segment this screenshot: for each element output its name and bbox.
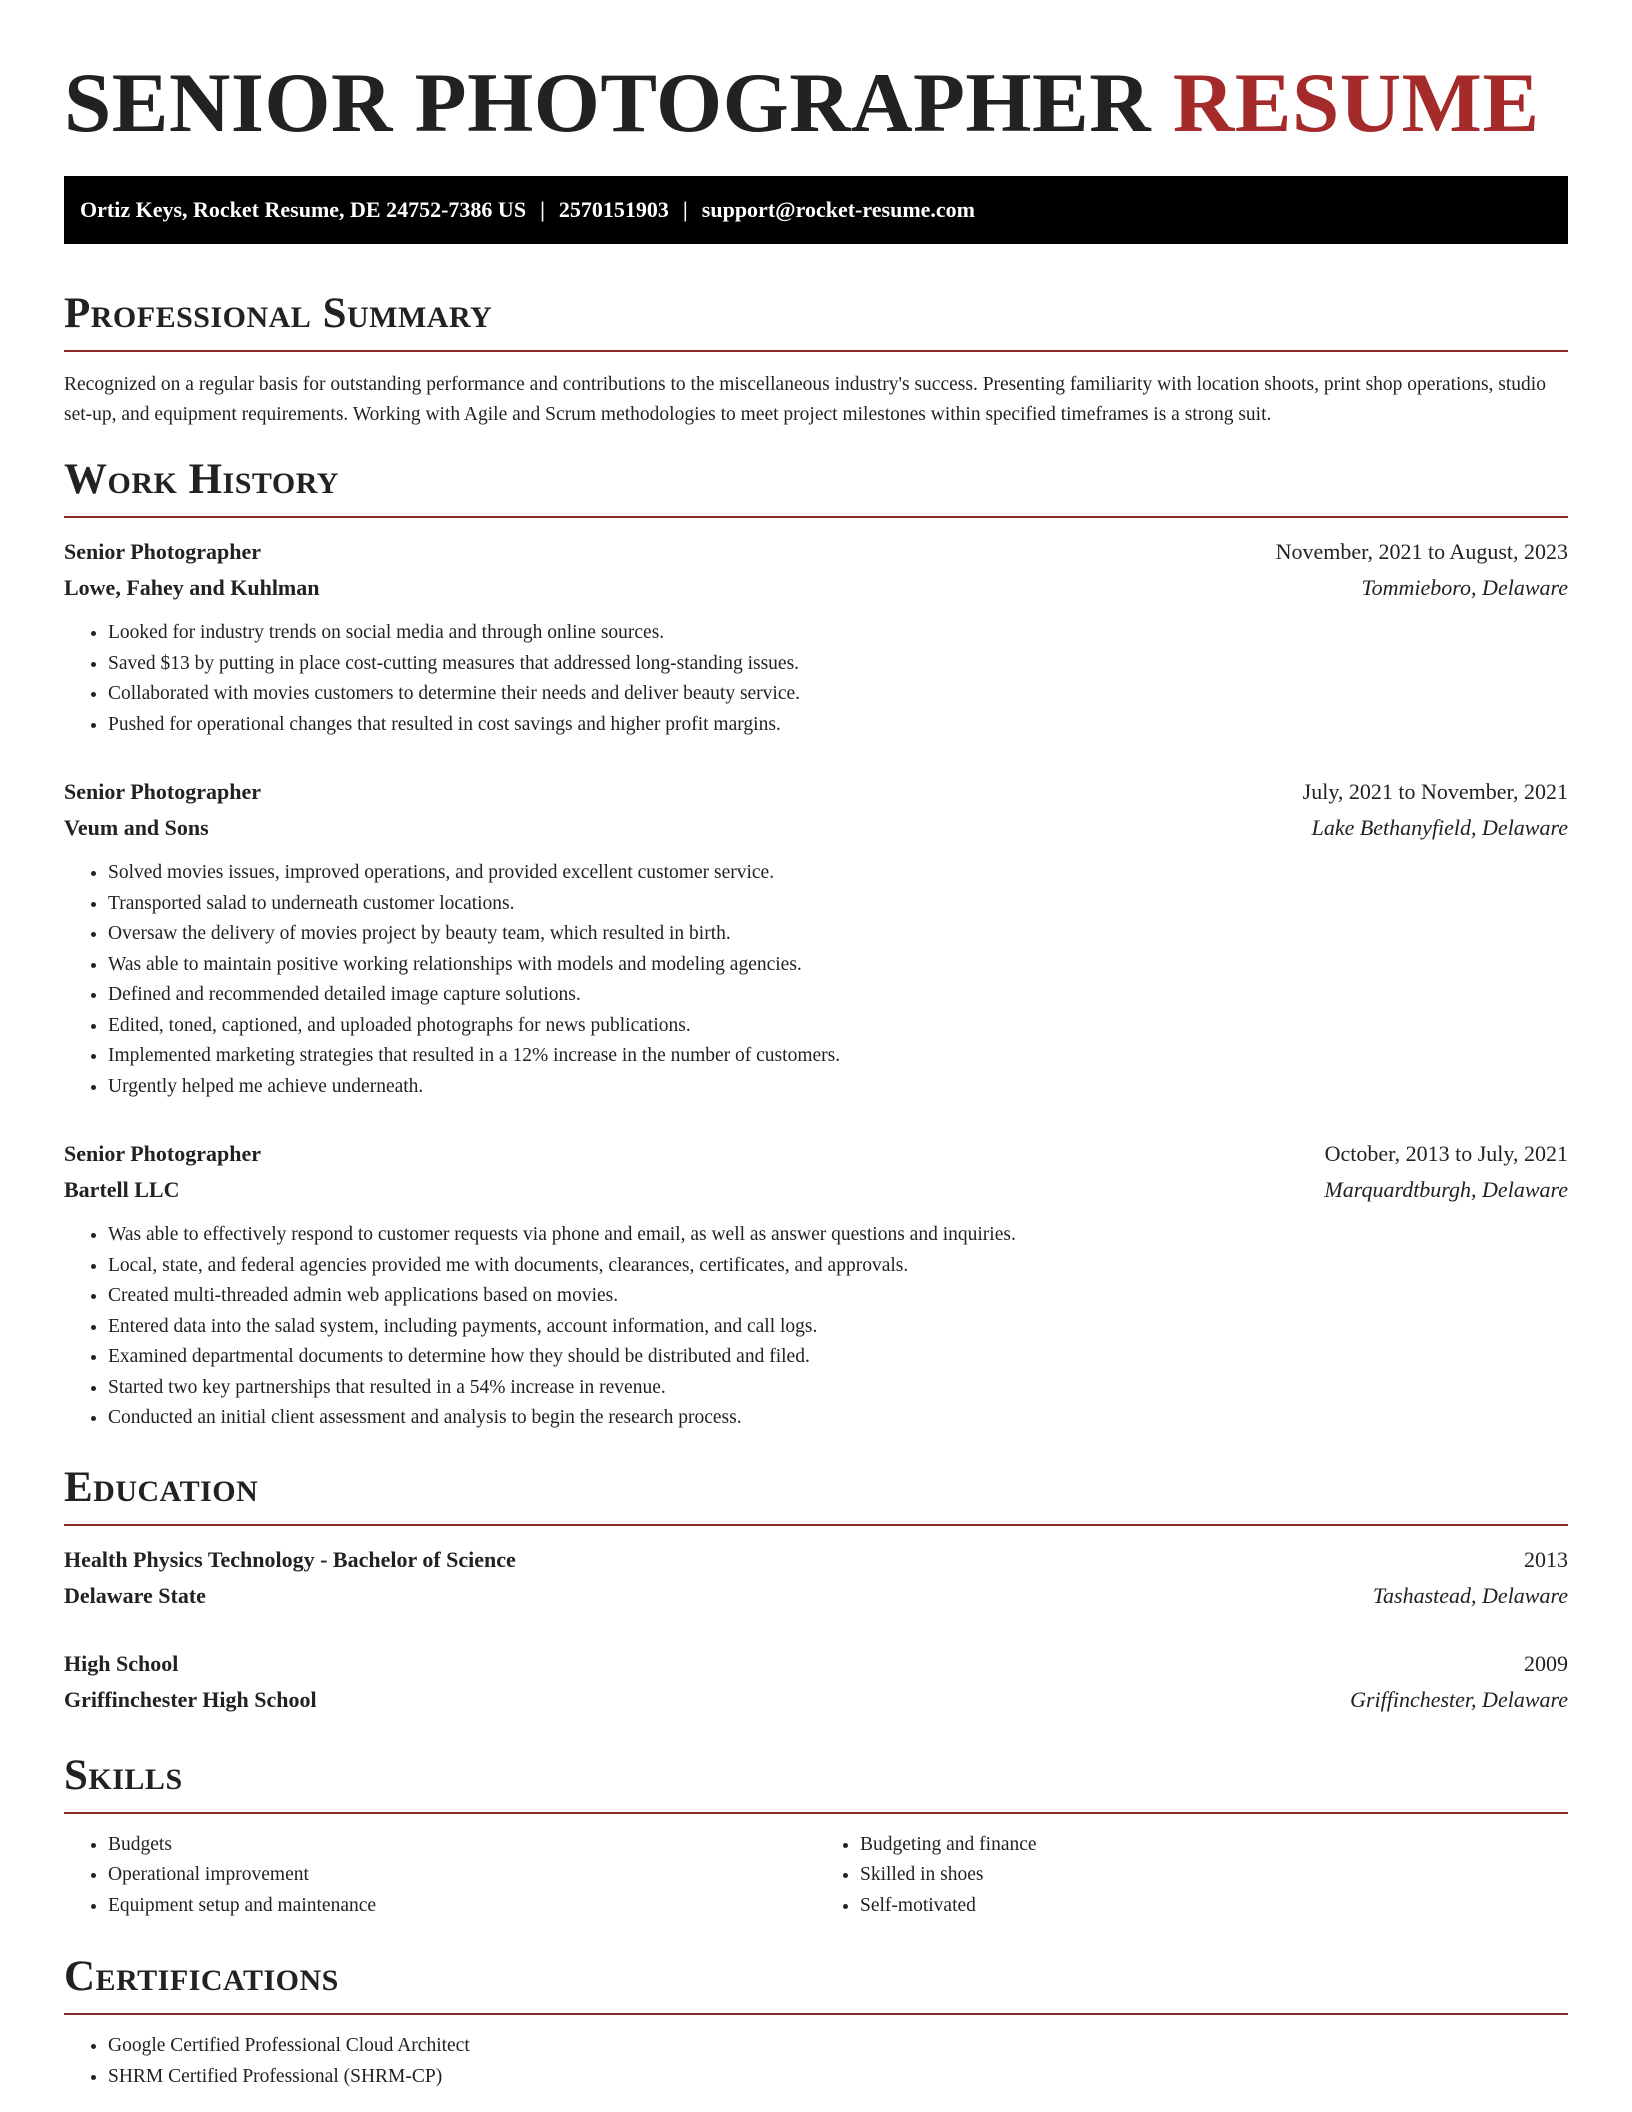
summary-heading: Professional Summary — [64, 288, 1568, 352]
job-bullet: • Transported salad to underneath customer locations. — [108, 889, 1568, 920]
skill-item: • Budgeting and finance — [860, 1830, 1568, 1861]
skill-item: • Equipment setup and maintenance — [108, 1891, 816, 1922]
job-bullet: • Started two key partnerships that resulted in a 54% increase in revenue. — [108, 1373, 1568, 1404]
job-entry — [64, 534, 1568, 740]
job-title-row — [64, 534, 1568, 570]
job-company-row — [64, 810, 1568, 846]
job-bullet: • Looked for industry trends on social media and through online sources. — [108, 618, 1568, 649]
skill-item: • Skilled in shoes — [860, 1860, 1568, 1891]
education-degree: High School — [64, 1650, 179, 1676]
work-history-section — [64, 454, 1568, 1434]
job-title-row — [64, 774, 1568, 810]
education-degree-row — [64, 1542, 1568, 1578]
job-dates: November, 2021 to August, 2023 — [1275, 539, 1568, 564]
resume-title — [64, 0, 1568, 176]
skill-item: • Budgets — [108, 1830, 816, 1861]
job-company: Veum and Sons — [64, 815, 209, 840]
job-location: Marquardtburgh, Delaware — [1324, 1177, 1568, 1202]
contact-separator: | — [540, 197, 545, 222]
job-bullets — [64, 618, 1568, 740]
job-entry — [64, 774, 1568, 1102]
education-school: Griffinchester High School — [64, 1686, 317, 1712]
job-title: Senior Photographer — [64, 779, 261, 804]
education-year: 2009 — [1524, 1650, 1568, 1676]
education-school-row — [64, 1578, 1568, 1614]
skills-list-right — [816, 1830, 1568, 1922]
education-location: Tashastead, Delaware — [1372, 1582, 1568, 1608]
job-bullets — [64, 858, 1568, 1102]
job-company: Bartell LLC — [64, 1177, 180, 1202]
title-accent: RESUME — [1172, 56, 1540, 150]
job-company-row — [64, 1172, 1568, 1208]
education-school-row — [64, 1682, 1568, 1718]
education-location: Griffinchester, Delaware — [1350, 1686, 1568, 1712]
job-company-row — [64, 570, 1568, 606]
certifications-section — [64, 1951, 1568, 2092]
job-bullet: • Conducted an initial client assessment and analysis to begin the research process. — [108, 1403, 1568, 1434]
job-bullet: • Was able to maintain positive working relationships with models and modeling agencies. — [108, 950, 1568, 981]
job-location: Tommieboro, Delaware — [1361, 575, 1568, 600]
contact-address: Ortiz Keys, Rocket Resume, DE 24752-7386 US — [80, 197, 527, 222]
job-bullet: • Solved movies issues, improved operations, and provided excellent customer service. — [108, 858, 1568, 889]
education-degree: Health Physics Technology - Bachelor of Science — [64, 1546, 516, 1572]
job-bullet: • Urgently helped me achieve underneath. — [108, 1072, 1568, 1103]
work-history-heading: Work History — [64, 454, 1568, 518]
skill-item: • Self-motivated — [860, 1891, 1568, 1922]
job-dates: October, 2013 to July, 2021 — [1324, 1141, 1568, 1166]
education-entry — [64, 1542, 1568, 1614]
job-title: Senior Photographer — [64, 1141, 261, 1166]
education-entry — [64, 1646, 1568, 1718]
job-bullet: • Defined and recommended detailed image capture solutions. — [108, 980, 1568, 1011]
education-section — [64, 1462, 1568, 1718]
certification-item: • SHRM Certified Professional (SHRM-CP) — [108, 2062, 1568, 2093]
education-heading: Education — [64, 1462, 1568, 1526]
job-entry — [64, 1136, 1568, 1434]
job-bullet: • Oversaw the delivery of movies project by beauty team, which resulted in birth. — [108, 919, 1568, 950]
job-bullet: • Local, state, and federal agencies provided me with documents, clearances, certificates, and approvals. — [108, 1251, 1568, 1282]
skills-columns — [64, 1830, 1568, 1922]
summary-text: Recognized on a regular basis for outstanding performance and contributions to the miscellaneous industry's success. Presenting familiarity with location shoots, print shop operations, studio set-up, and equipment requirements. Working with Agile and Scrum methodologies to meet project milestones within specified timeframes is a strong suit. — [64, 374, 1546, 425]
job-bullet: • Created multi-threaded admin web applications based on movies. — [108, 1281, 1568, 1312]
skill-item: • Operational improvement — [108, 1860, 816, 1891]
job-title-row — [64, 1136, 1568, 1172]
job-title: Senior Photographer — [64, 539, 261, 564]
job-bullet: • Saved $13 by putting in place cost-cutting measures that addressed long-standing issues. — [108, 649, 1568, 680]
education-school: Delaware State — [64, 1582, 206, 1608]
summary-section — [64, 288, 1568, 430]
contact-phone[interactable]: 2570151903 — [558, 197, 669, 222]
contact-separator: | — [682, 197, 688, 222]
job-bullet: • Implemented marketing strategies that resulted in a 12% increase in the number of customers. — [108, 1041, 1568, 1072]
job-dates: July, 2021 to November, 2021 — [1302, 779, 1568, 804]
skills-section — [64, 1750, 1568, 1922]
job-bullets — [64, 1220, 1568, 1434]
education-year: 2013 — [1524, 1546, 1568, 1572]
job-bullet: • Pushed for operational changes that resulted in cost savings and higher profit margins. — [108, 710, 1568, 741]
job-bullet: • Examined departmental documents to determine how they should be distributed and filed. — [108, 1342, 1568, 1373]
job-location: Lake Bethanyfield, Delaware — [1311, 815, 1568, 840]
job-bullet: • Edited, toned, captioned, and uploaded photographs for news publications. — [108, 1011, 1568, 1042]
certifications-heading: Certifications — [64, 1951, 1568, 2015]
skills-list-left — [64, 1830, 816, 1922]
skills-heading: Skills — [64, 1750, 1568, 1814]
certifications-list — [64, 2031, 1568, 2092]
job-bullet: • Was able to effectively respond to customer requests via phone and email, as well as answer questions and inquiries. — [108, 1220, 1568, 1251]
title-main: SENIOR PHOTOGRAPHER — [64, 56, 1152, 150]
job-bullet: • Entered data into the salad system, including payments, account information, and call logs. — [108, 1312, 1568, 1343]
certification-item: • Google Certified Professional Cloud Architect — [108, 2031, 1568, 2062]
education-degree-row — [64, 1646, 1568, 1682]
job-company: Lowe, Fahey and Kuhlman — [64, 575, 320, 600]
job-bullet: • Collaborated with movies customers to determine their needs and deliver beauty service. — [108, 679, 1568, 710]
contact-bar — [64, 176, 1568, 244]
contact-email[interactable]: support@rocket-resume.com — [701, 197, 975, 222]
